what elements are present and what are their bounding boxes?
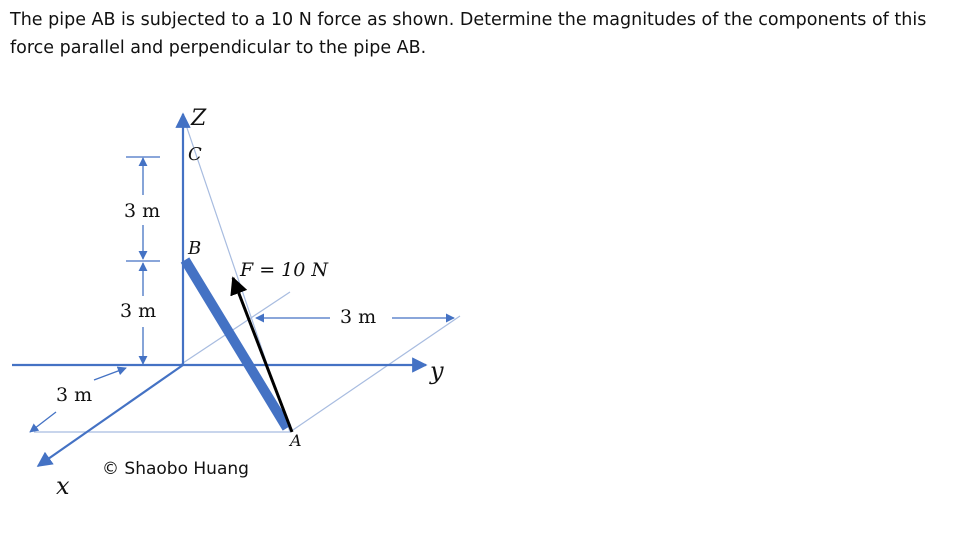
problem-statement: The pipe AB is subjected to a 10 N force as shown. Determine the magnitudes of the components of this force parallel and perpendicular to the pipe AB. bbox=[10, 10, 927, 58]
coordinate-axes bbox=[12, 114, 426, 466]
dimension-label-lower-vertical: 3 m bbox=[120, 300, 157, 322]
dimension-label-along-y: 3 m bbox=[340, 306, 377, 328]
force-label: F = 10 N bbox=[240, 259, 329, 281]
dimension-label-along-x: 3 m bbox=[56, 384, 93, 406]
guide-diagonal-upper bbox=[180, 292, 290, 365]
dimension-label-upper-vertical: 3 m bbox=[124, 200, 161, 222]
x-axis-label: x bbox=[56, 472, 70, 500]
x-axis bbox=[38, 365, 183, 466]
point-c-label: C bbox=[188, 144, 202, 165]
y-axis-label: y bbox=[430, 357, 444, 385]
point-a-label: A bbox=[290, 431, 302, 450]
z-axis-label: Z bbox=[191, 106, 207, 131]
point-b-label: B bbox=[188, 238, 202, 259]
copyright-notice: © Shaobo Huang bbox=[102, 459, 249, 479]
